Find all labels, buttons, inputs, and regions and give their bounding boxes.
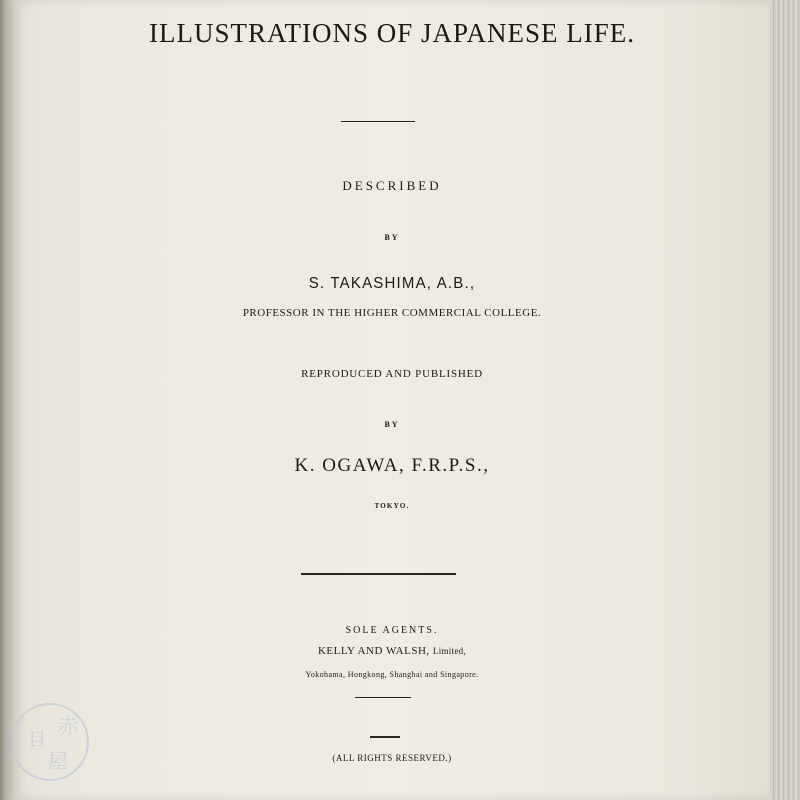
seal-glyph-3: 屋 [48, 749, 68, 773]
by-label-publisher: BY [384, 420, 400, 429]
book-title: ILLUSTRATIONS OF JAPANESE LIFE. [148, 18, 636, 48]
by-label-author: BY [384, 233, 400, 242]
page-stack-edge [770, 0, 800, 800]
seal-glyph-2: 目 [28, 730, 46, 751]
divider-rule [301, 573, 456, 575]
agents-cities: Yokohama, Hongkong, Shanghai and Singapore. [305, 670, 479, 679]
reproduced-label: REPRODUCED AND PUBLISHED [301, 368, 483, 380]
seal-glyph-1: 赤 [58, 714, 78, 738]
divider-rule [341, 121, 415, 122]
publisher-name: K. OGAWA, F.R.P.S., [294, 455, 490, 476]
agents-name [14, 645, 770, 657]
agents-name-suffix: Limited, [432, 646, 467, 656]
rights-reserved: (ALL RIGHTS RESERVED.) [332, 753, 452, 763]
author-role: PROFESSOR IN THE HIGHER COMMERCIAL COLLEGE. [242, 307, 542, 319]
author-name: S. TAKASHIMA, A.B., [308, 274, 476, 293]
binding-edge [0, 0, 14, 800]
watermark-seal [8, 700, 92, 784]
divider-rule [370, 736, 400, 738]
title-page [14, 0, 770, 800]
described-label: DESCRIBED [342, 178, 442, 193]
agents-name-main: KELLY AND WALSH, [317, 645, 433, 657]
sole-agents-label: SOLE AGENTS. [345, 625, 439, 636]
publisher-place: TOKYO. [374, 502, 410, 510]
divider-rule [355, 697, 411, 698]
